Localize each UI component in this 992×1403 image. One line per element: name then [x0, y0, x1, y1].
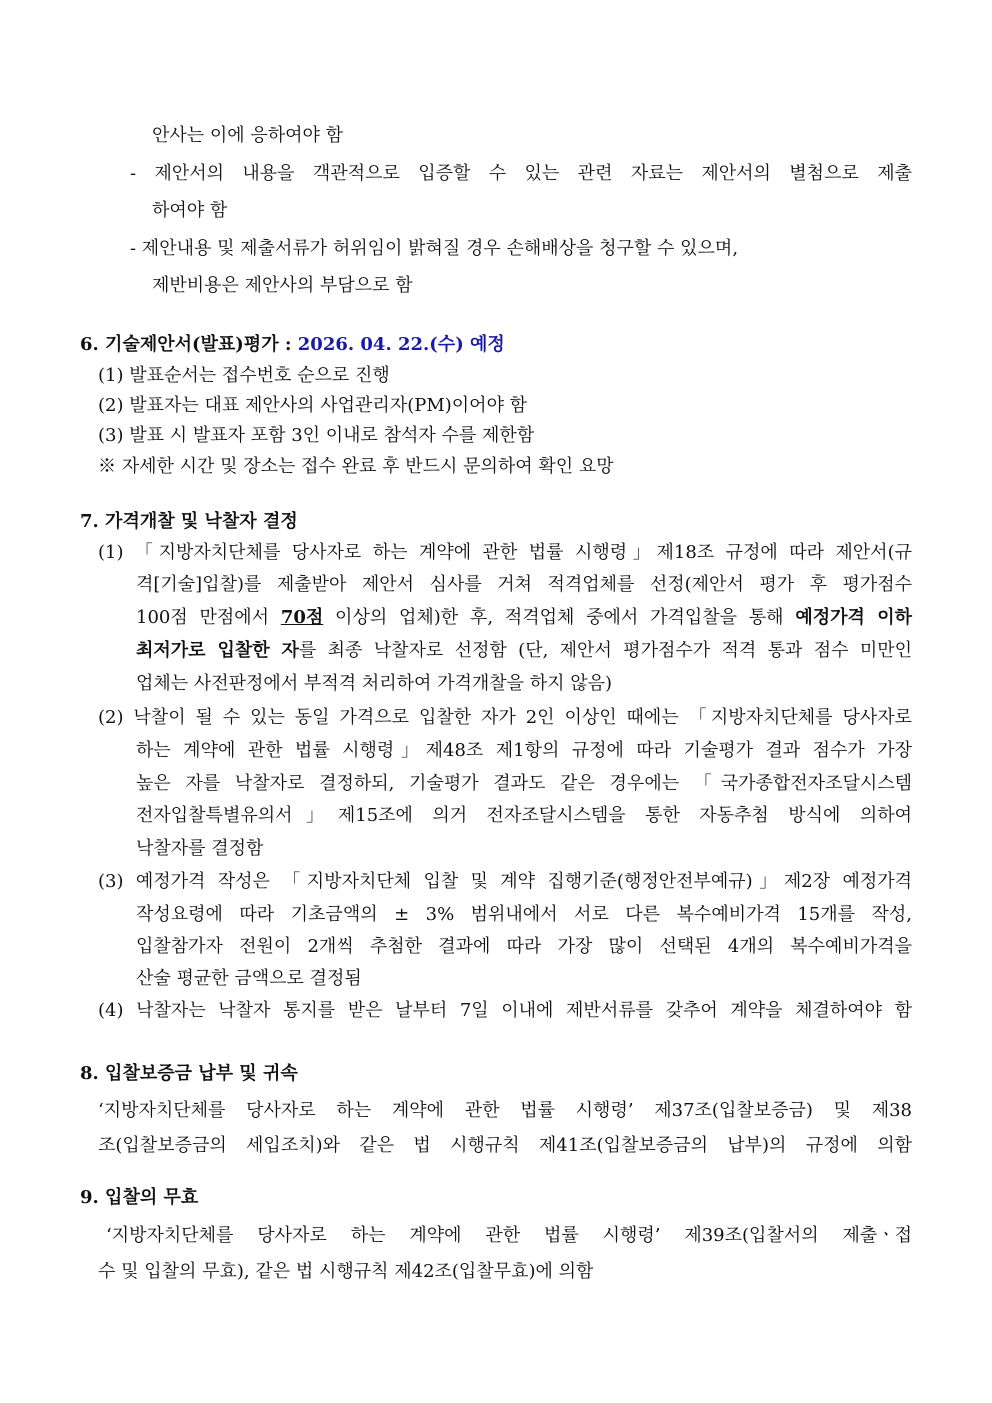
paragraph-line: 격[기술]입찰)를 제출받아 제안서 심사를 거쳐 적격업체를 선정(제안서 평가 후 평가점수: [136, 574, 912, 595]
list-item: (1) 발표순서는 접수번호 순으로 진행: [98, 365, 390, 386]
text-line: - 제안내용 및 제출서류가 허위임이 밝혀질 경우 손해배상을 청구할 수 있으며,: [130, 238, 739, 259]
paragraph-line: 높은 자를 낙찰자로 결정하되, 기술평가 결과도 같은 경우에는 「국가종합전자조달시스템: [136, 773, 912, 794]
paragraph-line: 하는 계약에 관한 법률 시행령」제48조 제1항의 규정에 따라 기술평가 결과 점수가 가장: [136, 740, 912, 761]
text-line: 안사는 이에 응하여야 함: [152, 125, 344, 146]
text-run: 이상의 업체)한 후, 적격업체 중에서 가격입찰을 통해: [323, 607, 796, 628]
paragraph-line: (3) 예정가격 작성은 「지방자치단체 입찰 및 계약 집행기준(행정안전부예규)」제2장 예정가격: [98, 871, 912, 892]
paragraph-line: ‘지방자치단체를 당사자로 하는 계약에 관한 법률 시행령’ 제37조(입찰보증금) 및 제38: [98, 1100, 912, 1121]
section-9-heading: 9. 입찰의 무효: [80, 1187, 199, 1208]
paragraph-line: [136, 606, 912, 630]
text-run: 100점 만점에서: [136, 607, 281, 628]
list-item: (3) 발표 시 발표자 포함 3인 이내로 참석자 수를 제한함: [98, 425, 535, 446]
paragraph-line: (2) 낙찰이 될 수 있는 동일 가격으로 입찰한 자가 2인 이상인 때에는 「지방자치단체를 당사자로: [98, 707, 912, 728]
section-7-heading: 7. 가격개찰 및 낙찰자 결정: [80, 511, 298, 532]
text-run: 를 최종 낙찰자로 선정함 (단, 제안서 평가점수가 적격 통과 점수 미만인: [298, 640, 913, 661]
text-line: 하여야 함: [152, 200, 228, 221]
section-6-heading: [80, 333, 505, 357]
paragraph-line: 업체는 사전판정에서 부적격 처리하여 가격개찰을 하지 않음): [136, 673, 613, 694]
text-line: - 제안서의 내용을 객관적으로 입증할 수 있는 관련 자료는 제안서의 별첨으로 제출: [130, 163, 912, 184]
paragraph-line: 조(입찰보증금의 세입조치)와 같은 법 시행규칙 제41조(입찰보증금의 납부)의 규정에 의함: [98, 1135, 912, 1156]
section-8-heading: 8. 입찰보증금 납부 및 귀속: [80, 1063, 298, 1084]
note: ※ 자세한 시간 및 장소는 접수 완료 후 반드시 문의하여 확인 요망: [98, 456, 614, 477]
paragraph-line: (4) 낙찰자는 낙찰자 통지를 받은 날부터 7일 이내에 제반서류를 갖추어 계약을 체결하여야 함: [98, 1000, 912, 1021]
text-line: 제반비용은 제안사의 부담으로 함: [152, 275, 413, 296]
emphasis-text: 예정가격 이하: [795, 607, 912, 628]
paragraph-line: 수 및 입찰의 무효), 같은 법 시행규칙 제42조(입찰무효)에 의함: [98, 1261, 594, 1282]
evaluation-date: 2026. 04. 22.(수) 예정: [297, 334, 505, 355]
list-item: (2) 발표자는 대표 제안사의 사업관리자(PM)이어야 함: [98, 395, 528, 416]
emphasis-text: 최저가로 입찰한 자: [136, 640, 299, 661]
emphasis-text: 70점: [280, 607, 324, 628]
section-title: 6. 기술제안서(발표)평가 :: [80, 334, 298, 355]
paragraph-line: 전자입찰특별유의서」제15조에 의거 전자조달시스템을 통한 자동추첨 방식에 의하여: [136, 805, 912, 826]
paragraph-line: 낙찰자를 결정함: [136, 838, 264, 859]
paragraph-line: 입찰참가자 전원이 2개씩 추첨한 결과에 따라 가장 많이 선택된 4개의 복수예비가격을: [136, 936, 912, 957]
paragraph-line: (1) 「지방자치단체를 당사자로 하는 계약에 관한 법률 시행령」제18조 규정에 따라 제안서(규: [98, 542, 912, 563]
paragraph-line: 산술 평균한 금액으로 결정됨: [136, 968, 362, 989]
paragraph-line: [136, 639, 912, 663]
paragraph-line: 작성요령에 따라 기초금액의 ± 3% 범위내에서 서로 다른 복수예비가격 15개를 작성,: [136, 904, 912, 925]
paragraph-line: ‘지방자치단체를 당사자로 하는 계약에 관한 법률 시행령’ 제39조(입찰서의 제출ㆍ접: [106, 1225, 912, 1246]
